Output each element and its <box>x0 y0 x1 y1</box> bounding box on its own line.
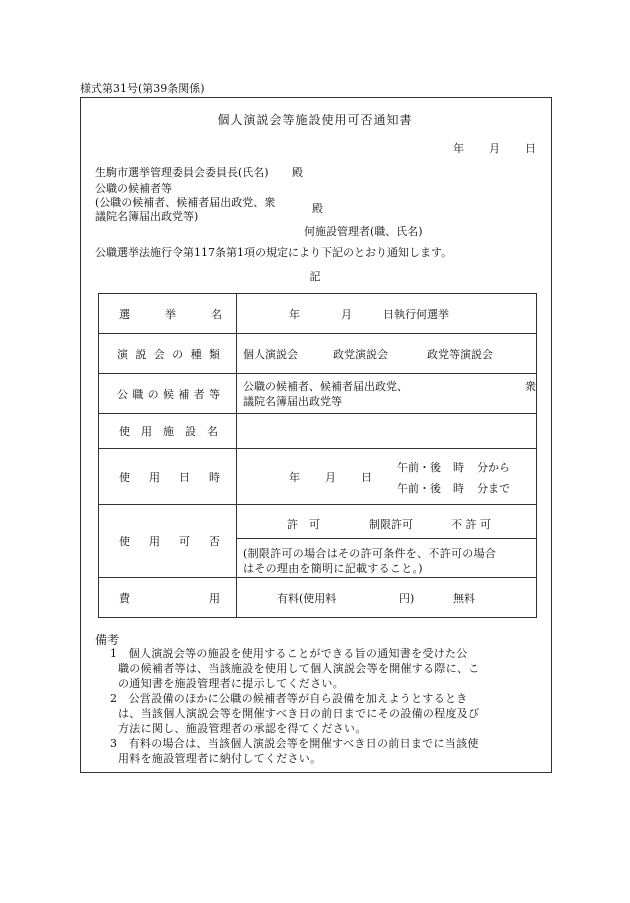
label-fee <box>99 578 237 618</box>
label-meeting-type <box>99 334 237 374</box>
value-election <box>237 294 537 334</box>
label-char: 日 <box>179 470 190 484</box>
addressee-candidate-detail-1: (公職の候補者、候補者届出政党、衆 <box>95 196 276 209</box>
row-meeting-type <box>99 334 537 374</box>
label-char: 時 <box>209 470 220 484</box>
label-char: 者 <box>193 387 205 401</box>
date-month: 月 <box>489 142 500 155</box>
label-char: 用 <box>141 425 152 438</box>
candidate-line-1: 公職の候補者、候補者届出政党、 <box>243 380 408 393</box>
label-facility <box>99 414 237 449</box>
label-char: 用 <box>149 470 160 484</box>
candidate-line-2: 議院名簿届出政党等 <box>243 395 342 408</box>
value-permission <box>237 505 537 578</box>
date-year: 年 <box>453 142 464 155</box>
document-title: 個人演説会等施設使用可否通知書 <box>217 113 413 127</box>
candidate-line-1-end: 衆 <box>525 380 536 393</box>
label-datetime <box>99 449 237 505</box>
label-char: 補 <box>178 387 190 401</box>
label-candidate <box>99 374 237 414</box>
note-1-line-3: の通知書を施設管理者に提示してください。 <box>118 677 344 690</box>
option-not-permit: 不 許 可 <box>451 518 491 531</box>
label-char: 等 <box>208 387 220 401</box>
label-char: 説 <box>135 347 147 361</box>
label-char: 使 <box>119 425 130 438</box>
label-char: 演 <box>117 347 128 361</box>
election-year: 年 <box>289 308 300 321</box>
label-char: 名 <box>211 307 222 321</box>
election-month: 月 <box>341 308 352 321</box>
from-hour: 時 <box>453 461 464 474</box>
fee-yen: 円) <box>399 592 415 605</box>
detail-table <box>98 293 537 618</box>
option-party-meeting: 政党演説会 <box>333 348 388 361</box>
ki-mark: 記 <box>309 270 321 283</box>
value-meeting-type <box>237 334 537 374</box>
permission-note-line-2: はその理由を簡明に記載すること。) <box>243 562 423 575</box>
value-datetime <box>237 449 537 505</box>
datetime-month: 月 <box>325 471 336 484</box>
row-facility <box>99 414 537 449</box>
row-fee <box>99 578 537 618</box>
fee-free: 無料 <box>453 592 475 605</box>
notice-statement: 公職選挙法施行令第117条第1項の規定により下記のとおり通知します。 <box>95 246 453 259</box>
addressee-candidate: 公職の候補者等 <box>95 182 172 195</box>
label-char: 用 <box>149 535 160 548</box>
note-2-line-2: は、当該個人演説会等を開催すべき日の前日までにその設備の程度及び <box>118 707 480 720</box>
from-ampm: 午前・後 <box>397 461 441 474</box>
note-1-line-1: 1 個人演説会等の施設を使用することができる旨の通知書を受けた公 <box>110 647 468 660</box>
option-limited-permit: 制限許可 <box>369 518 413 531</box>
label-char: 使 <box>119 535 130 548</box>
label-election <box>99 294 237 334</box>
row-election <box>99 294 537 334</box>
label-char: 選 <box>119 307 130 321</box>
to-ampm: 午前・後 <box>397 482 441 495</box>
to-minute: 分まで <box>477 482 510 495</box>
note-1-line-2: 職の候補者等は、当該施設を使用して個人演説会等を開催する際に、こ <box>118 662 480 675</box>
to-hour: 時 <box>453 482 464 495</box>
election-suffix: 日執行何選挙 <box>383 308 449 321</box>
form-number: 様式第31号(第39条関係) <box>80 82 205 95</box>
note-2-line-1: 2 公営設備のほかに公職の候補者等が自ら設備を加えようとするとき <box>110 692 468 705</box>
addressee-candidate-detail-2: 議院名簿届出政党等) <box>95 210 199 223</box>
dono-chairman: 殿 <box>292 166 303 179</box>
label-char: の <box>172 347 184 361</box>
label-char: 会 <box>153 347 165 361</box>
permission-note-line-1: (制限許可の場合はその許可条件を、不許可の場合 <box>243 547 497 560</box>
label-char: 職 <box>132 387 144 401</box>
label-char: 類 <box>208 347 220 361</box>
label-char: 候 <box>162 387 174 401</box>
label-char: 使 <box>119 470 130 484</box>
notes-heading: 備考 <box>95 633 120 647</box>
option-permit: 許 可 <box>287 518 320 531</box>
label-permission <box>99 505 237 578</box>
date-day: 日 <box>525 142 536 155</box>
row-permission <box>99 505 537 578</box>
note-3-line-1: 3 有料の場合は、当該個人演説会等を開催すべき日の前日までに当該使 <box>110 737 479 750</box>
label-char: 可 <box>179 535 190 548</box>
datetime-year: 年 <box>289 471 300 484</box>
permission-options-row <box>237 505 536 539</box>
fee-paid: 有料(使用料 <box>277 592 337 605</box>
datetime-day: 日 <box>361 471 372 484</box>
row-candidate <box>99 374 537 414</box>
value-fee <box>237 578 537 618</box>
value-candidate <box>237 374 537 414</box>
value-facility <box>237 414 537 449</box>
label-char: 公 <box>117 387 128 401</box>
addressee-chairman: 生駒市選挙管理委員会委員長(氏名) <box>95 166 269 179</box>
row-datetime <box>99 449 537 505</box>
label-char: 費 <box>119 591 130 605</box>
label-char: 設 <box>185 425 196 438</box>
option-party-etc-meeting: 政党等演説会 <box>427 348 493 361</box>
label-char: 施 <box>163 425 174 438</box>
dono-candidate: 殿 <box>312 202 323 215</box>
option-personal-meeting: 個人演説会 <box>243 348 298 361</box>
note-2-line-3: 方法に関し、施設管理者の承認を得てください。 <box>118 722 367 735</box>
label-char: 挙 <box>165 307 176 321</box>
label-char: の <box>147 387 159 401</box>
label-char: 名 <box>207 425 218 438</box>
label-char: 種 <box>190 347 202 361</box>
from-minute: 分から <box>477 461 510 474</box>
label-char: 用 <box>209 591 220 605</box>
note-3-line-2: 用料を施設管理者に納付してください。 <box>118 752 322 765</box>
label-char: 否 <box>209 535 220 548</box>
facility-manager-label: 何施設管理者(職、氏名) <box>304 225 423 238</box>
